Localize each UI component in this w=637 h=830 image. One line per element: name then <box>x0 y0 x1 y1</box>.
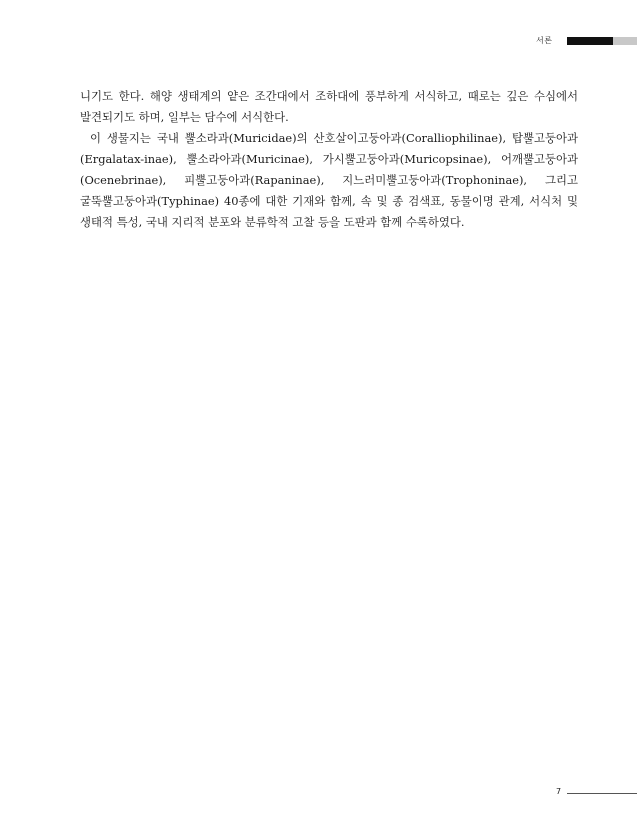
running-header-section-label: 서론 <box>536 36 553 45</box>
header-decorative-bar-black <box>567 37 613 45</box>
body-paragraph-scope: 이 생물지는 국내 뿔소라과(Muricidae)의 산호살이고둥아과(Coralliophilinae), 탑뿔고둥아과(Ergalatax-inae), 뿔소라아과(Muricinae), 가시뿔고둥아과(Muricopsinae), 어깨뿔고둥아과(Ocenebrinae), 피뿔고둥아과(Rapaninae), 지느러미뿔고둥아과(Trophoninae), 그리고 굴뚝뿔고둥아과(Typhinae) 40종에 대한 기재와 함께, 속 및 종 검색표, 동물이명 관계, 서식처 및 생태적 특성, 국내 지리적 분포와 분류학적 고찰 등을 도판과 함께 수록하였다. <box>80 131 578 229</box>
page-number: 7 <box>556 787 562 796</box>
header-decorative-bar-gray <box>613 37 637 45</box>
body-paragraph-continued: 니기도 한다. 해양 생태계의 얕은 조간대에서 조하대에 풍부하게 서식하고, 때로는 깊은 수심에서 발견되기도 하며, 일부는 담수에 서식한다. <box>80 89 578 124</box>
body-text <box>80 86 578 233</box>
footer-rule <box>567 793 637 794</box>
